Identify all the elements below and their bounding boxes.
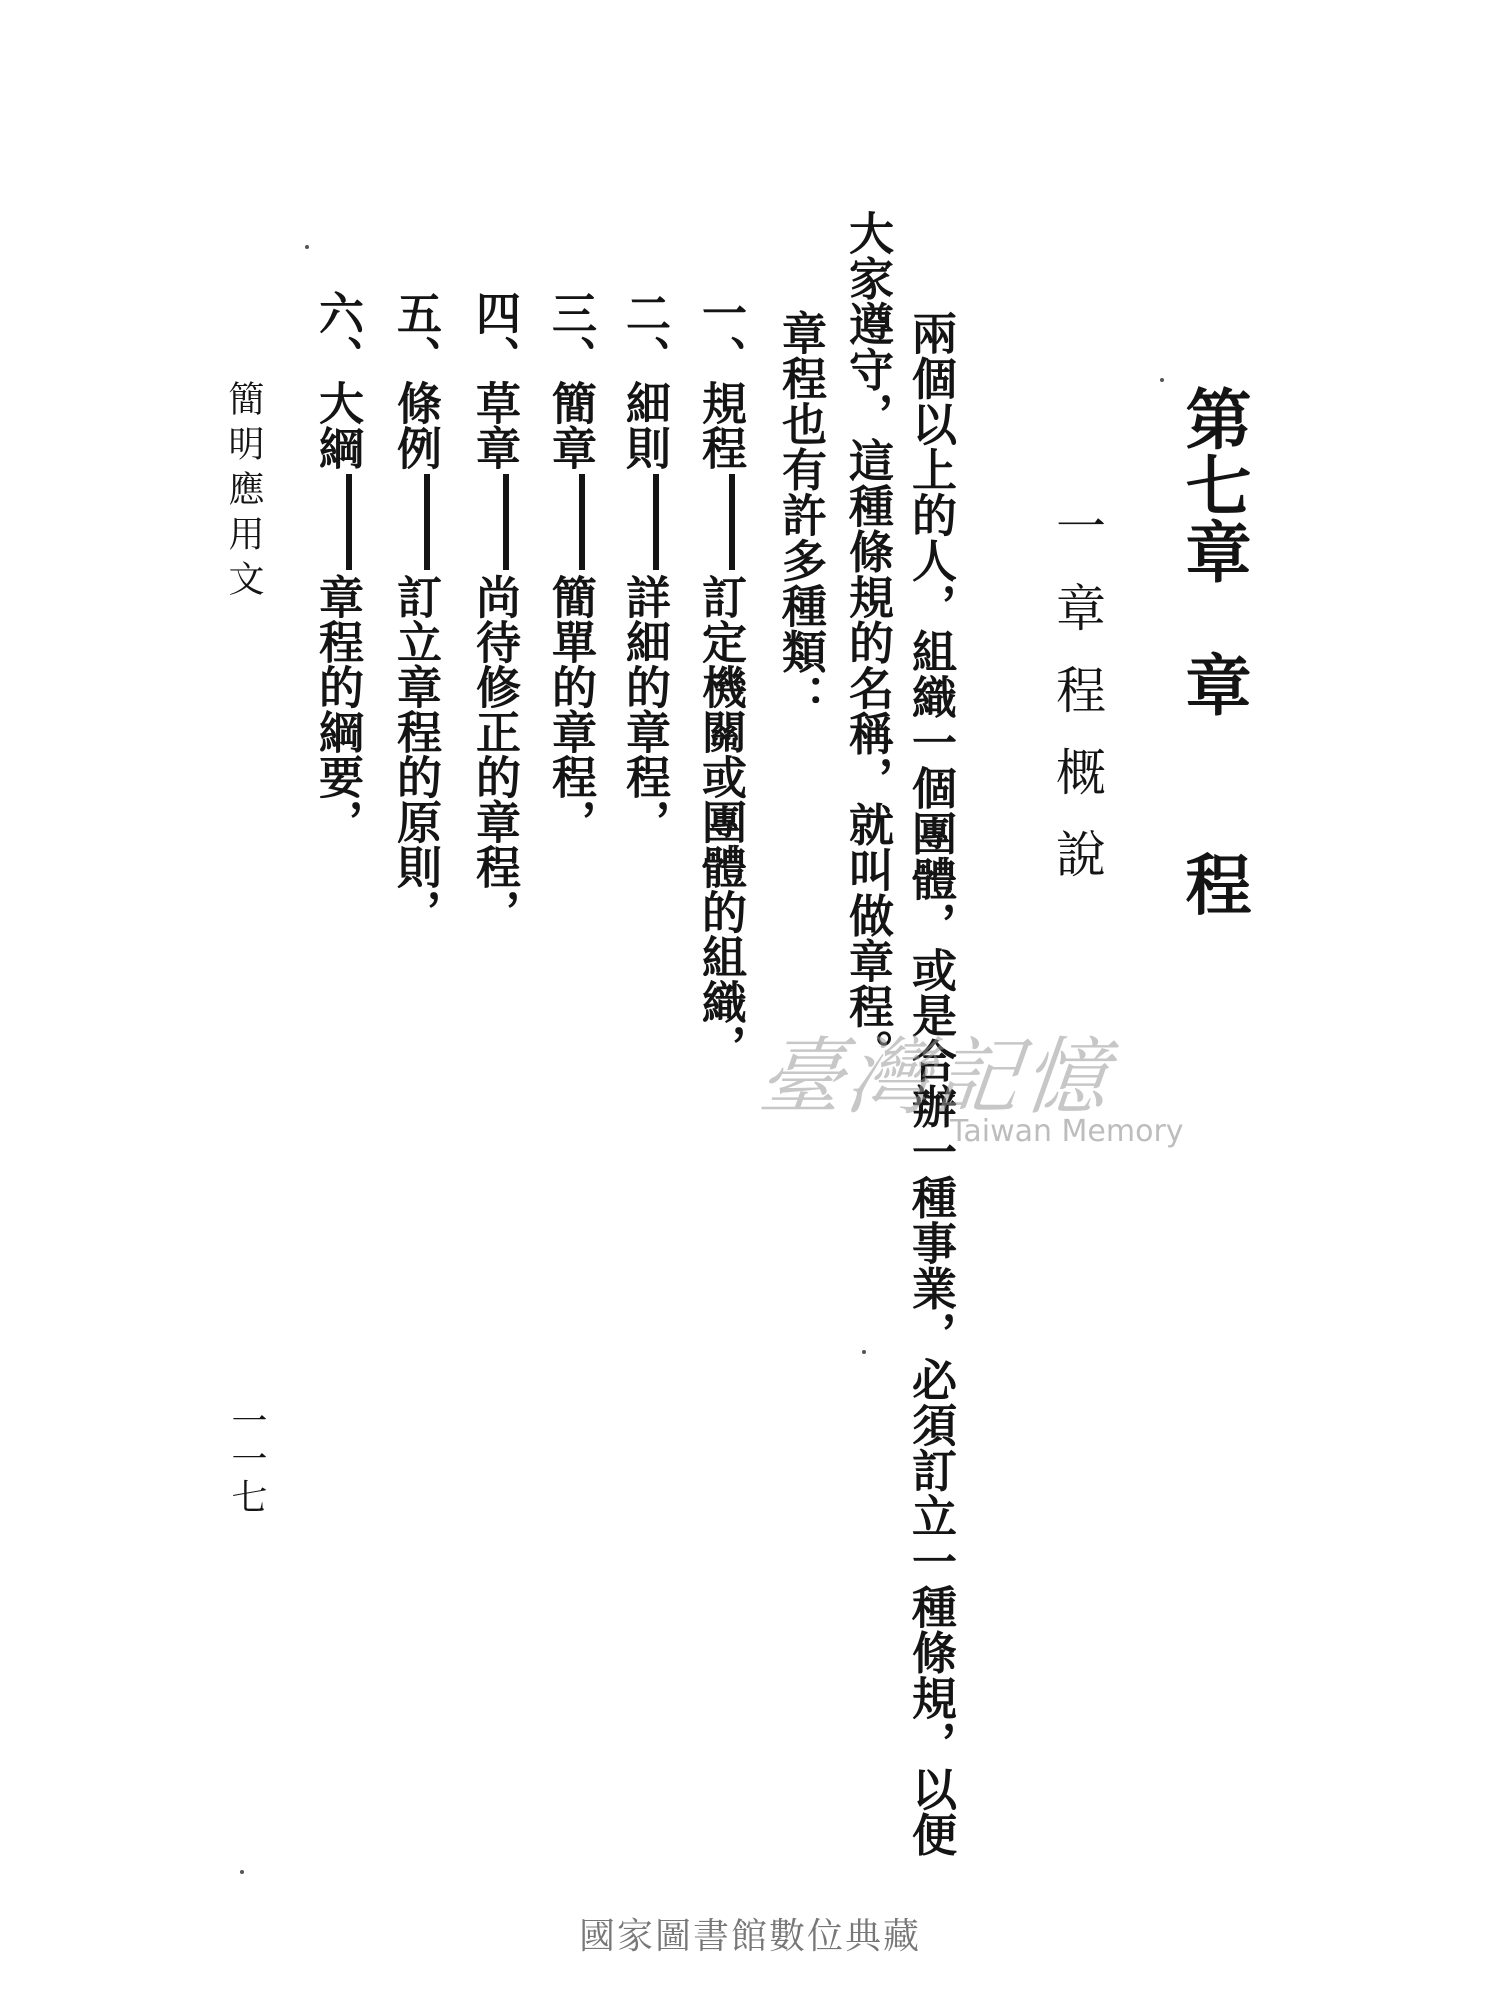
paragraph-2: 大家遵守，這種條規的名稱，就叫做章程。 [841, 210, 894, 1075]
scan-speck [862, 1350, 866, 1354]
em-dash [579, 474, 585, 570]
paragraph-3: 章程也有許多種類： [774, 310, 827, 720]
list-item [468, 290, 521, 934]
list-item [694, 290, 747, 1069]
item-term: 大綱 [311, 380, 364, 470]
em-dash [346, 474, 352, 570]
item-description: 簡單的章程， [544, 574, 597, 844]
watermark-script: 臺灣記憶 [754, 1028, 1117, 1126]
footer-credit: 國家圖書館數位典藏 [578, 1916, 921, 1957]
list-item [544, 290, 597, 844]
item-term: 條例 [389, 380, 442, 470]
list-item [311, 290, 364, 844]
scan-speck [305, 245, 309, 249]
page-number: 一一七 [226, 1402, 267, 1516]
paragraph-1: 兩個以上的人，組織一個團體，或是合辦一種事業，必須訂立一種條規，以便 [904, 310, 957, 1857]
item-term: 細則 [618, 380, 671, 470]
item-description: 訂立章程的原則， [389, 574, 442, 934]
item-number: 三、 [544, 290, 597, 380]
em-dash [729, 474, 735, 570]
list-item [618, 290, 671, 844]
item-number: 一、 [694, 290, 747, 380]
scan-speck [240, 1870, 244, 1874]
watermark-logo [754, 1010, 1200, 1160]
item-description: 章程的綱要， [311, 574, 364, 844]
em-dash [653, 474, 659, 570]
item-number: 二、 [618, 290, 671, 380]
scan-speck [1160, 378, 1164, 382]
item-number: 五、 [389, 290, 442, 380]
item-description: 詳細的章程， [618, 574, 671, 844]
list-item [389, 290, 442, 934]
item-description: 訂定機關或團體的組織， [694, 574, 747, 1069]
item-number: 六、 [311, 290, 364, 380]
item-number: 四、 [468, 290, 521, 380]
watermark-latin: Taiwan Memory [950, 1114, 1184, 1149]
em-dash [503, 474, 509, 570]
running-head: 簡明應用文 [223, 380, 264, 605]
item-description: 尚待修正的章程， [468, 574, 521, 934]
item-term: 簡章 [544, 380, 597, 470]
em-dash [424, 474, 430, 570]
chapter-title: 第七章 章 程 [1174, 385, 1252, 917]
section-title: 一章程概說 [1048, 500, 1106, 910]
item-term: 草章 [468, 380, 521, 470]
item-term: 規程 [694, 380, 747, 470]
